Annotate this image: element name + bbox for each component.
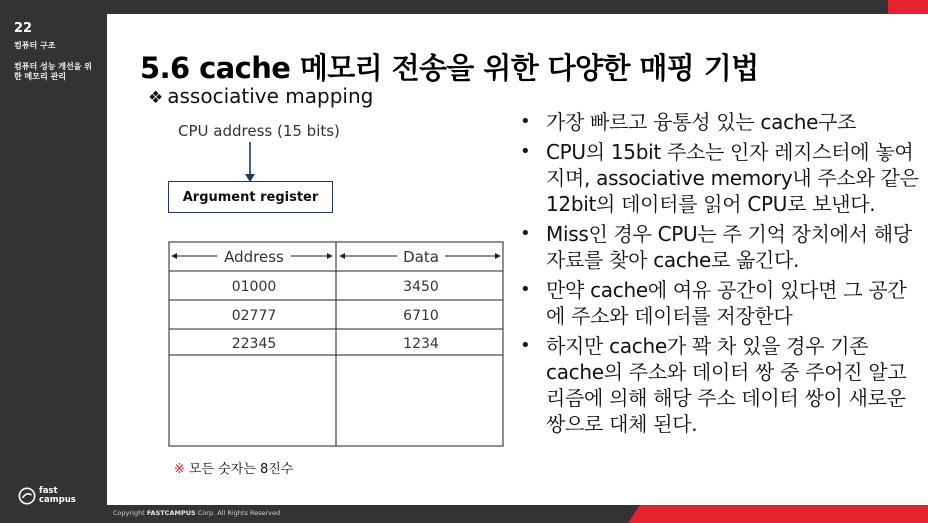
copyright	[113, 509, 280, 517]
sidebar	[0, 0, 107, 523]
bullet-item: • Miss인 경우 CPU는 주 기억 장치에서 해당 자료를 찾아 cache로 옮긴다.	[520, 221, 920, 273]
bullet-item: • 가장 빠르고 융통성 있는 cache구조	[520, 109, 920, 135]
footnote-text: 모든 숫자는 8진수	[188, 462, 294, 477]
top-accent	[888, 0, 928, 14]
table-cell-address: 01000	[231, 279, 277, 295]
bullet-item: • 하지만 cache가 꽉 차 있을 경우 기존 cache의 주소와 데이터 쌍 중 주어진 알고리즘에 의해 해당 주소 데이터 쌍이 새로운 쌍으로 대체 된다.	[520, 333, 920, 437]
slide-number: 22	[14, 21, 33, 36]
copyright-suffix: Corp. All Rights Reserved	[197, 509, 281, 517]
table-cell-data: 6710	[403, 308, 439, 324]
column-header-address: Address	[224, 248, 284, 266]
subtitle	[148, 84, 373, 108]
table-cell-address: 22345	[231, 336, 277, 352]
fastcampus-logo-icon	[18, 487, 36, 505]
table-cell-data: 3450	[403, 279, 439, 295]
copyright-prefix: Copyright	[113, 509, 145, 517]
argument-register-box	[168, 181, 333, 213]
bullet-list	[520, 109, 920, 441]
diamond-bullet-icon: ❖	[148, 88, 164, 108]
bullet-item: • 만약 cache에 여유 공간이 있다면 그 공간에 주소와 데이터를 저장한다	[520, 277, 920, 329]
brand-logo	[18, 487, 76, 505]
bottom-bar	[107, 505, 928, 523]
brand-line1: fast	[39, 486, 58, 496]
table-cell-address: 02777	[231, 308, 277, 324]
subsection-label: 컴퓨터 성능 개선을 위한 메모리 관리	[14, 62, 92, 81]
table-cell-data: 1234	[403, 336, 439, 352]
top-bar	[107, 0, 928, 14]
subtitle-text: associative mapping	[167, 84, 374, 108]
section-label: 컴퓨터 구조	[14, 41, 56, 50]
cpu-address-label: CPU address (15 bits)	[178, 122, 340, 140]
down-arrow-icon	[240, 142, 260, 184]
copyright-brand: FASTCAMPUS	[146, 509, 196, 517]
reference-mark-icon: ※	[174, 462, 185, 477]
column-header-data: Data	[403, 248, 439, 266]
bottom-accent	[628, 505, 928, 523]
associative-memory-table	[165, 238, 507, 450]
argument-register-label: Argument register	[182, 189, 319, 205]
bullet-item: • CPU의 15bit 주소는 인자 레지스터에 놓여지며, associative memory내 주소와 같은 12bit의 데이터를 읽어 CPU로 보낸다.	[520, 139, 920, 217]
footnote	[174, 458, 293, 477]
brand-line2: campus	[39, 495, 76, 505]
page-title: 5.6 cache 메모리 전송을 위한 다양한 매핑 기법	[140, 51, 759, 85]
